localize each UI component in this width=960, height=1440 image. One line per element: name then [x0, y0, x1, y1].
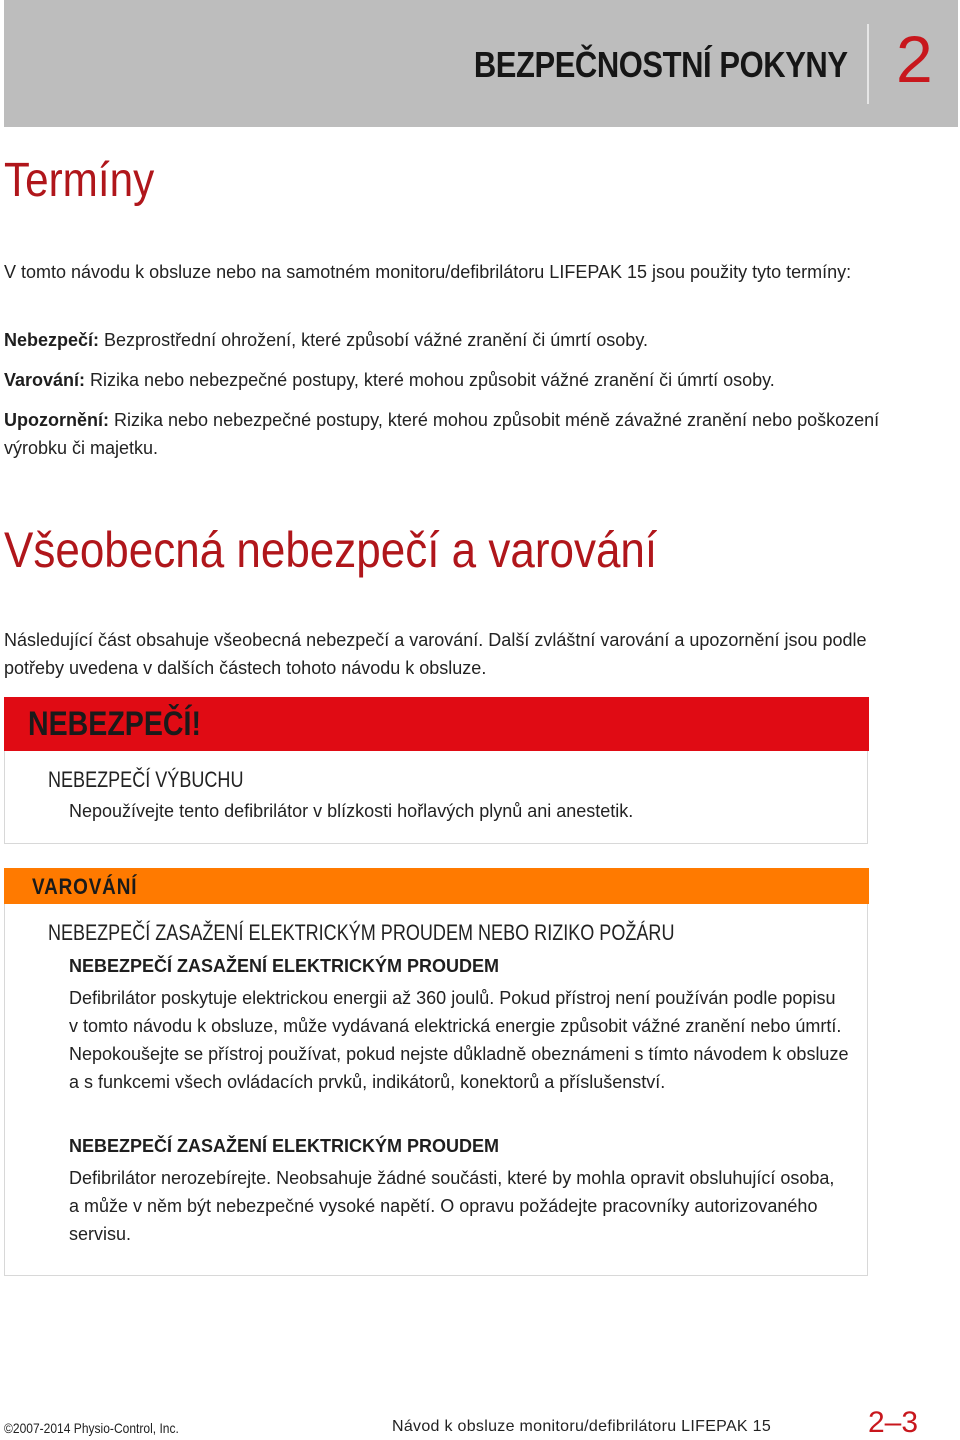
footer-page-number: 2–3 — [868, 1406, 919, 1439]
warning-text: Defibrilátor poskytuje elektrickou energii až 360 joulů. Pokud přístroj není používán podle popisu v tomto návodu k obsluze, může vydávaná elektrická energie způsobit vážné zranění nebo úmrtí. Nepokoušejte se přístroj používat, pokud nejste důkladně obeznámeni s tímto návodem k obsluze a s funkcemi všech ovládacích prvků, indikátorů, konektorů a příslušenství. — [69, 988, 849, 1092]
definition-text: Rizika nebo nebezpečné postupy, které mohou způsobit vážné zranění či úmrtí osoby. — [85, 370, 775, 390]
warning-subheading: NEBEZPEČÍ ZASAŽENÍ ELEKTRICKÝM PROUDEM — [69, 956, 500, 976]
chapter-divider — [867, 24, 869, 104]
chapter-number: 2 — [896, 22, 933, 96]
footer-copyright: ©2007-2014 Physio-Control, Inc. — [4, 1420, 179, 1436]
danger-text: Nepoužívejte tento defibrilátor v blízkosti hořlavých plynů ani anestetik. — [69, 801, 634, 821]
warning-box — [4, 868, 868, 1276]
definition-text: Rizika nebo nebezpečné postupy, které mohou způsobit méně závažné zranění nebo poškození výrobku či majetku. — [4, 410, 880, 458]
warning-title-bar — [4, 868, 869, 904]
danger-hazard-title: NEBEZPEČÍ VÝBUCHU — [48, 767, 244, 792]
terms-intro: V tomto návodu k obsluze nebo na samotném monitoru/defibrilátoru LIFEPAK 15 jsou použity tyto termíny: — [4, 262, 852, 282]
footer-manual-title: Návod k obsluze monitoru/defibrilátoru LIFEPAK 15 — [392, 1418, 772, 1435]
general-warnings-heading: Všeobecná nebezpečí a varování — [4, 522, 658, 578]
warning-hazard-title: NEBEZPEČÍ ZASAŽENÍ ELEKTRICKÝM PROUDEM NEBO RIZIKO POŽÁRU — [48, 920, 675, 945]
definition-danger — [4, 326, 884, 354]
definition-label: Varování: — [4, 370, 86, 390]
warning-title: VAROVÁNÍ — [32, 874, 138, 899]
warning-text: Defibrilátor nerozebírejte. Neobsahuje žádné součásti, které by mohla opravit obsluhující osoba, a může v něm být nebezpečné vysoké napětí. O opravu požádejte pracovníky autorizovaného servisu. — [69, 1168, 835, 1244]
definition-caution — [4, 406, 884, 462]
general-intro: Následující část obsahuje všeobecná nebezpečí a varování. Další zvláštní varování a upozornění jsou podle potřeby uvedena v dalších částech tohoto návodu k obsluze. — [4, 630, 867, 678]
warning-subheading: NEBEZPEČÍ ZASAŽENÍ ELEKTRICKÝM PROUDEM — [69, 1136, 500, 1156]
definition-label: Nebezpečí: — [4, 330, 100, 350]
chapter-title: BEZPEČNOSTNÍ POKYNY — [474, 44, 848, 85]
danger-box — [4, 697, 868, 844]
danger-title-bar — [4, 697, 869, 751]
definition-text: Bezprostřední ohrožení, které způsobí vážné zranění či úmrtí osoby. — [99, 330, 648, 350]
terms-heading: Termíny — [4, 154, 155, 207]
definition-label: Upozornění: — [4, 410, 109, 430]
danger-title: NEBEZPEČÍ! — [28, 705, 201, 743]
definition-warning — [4, 366, 884, 394]
